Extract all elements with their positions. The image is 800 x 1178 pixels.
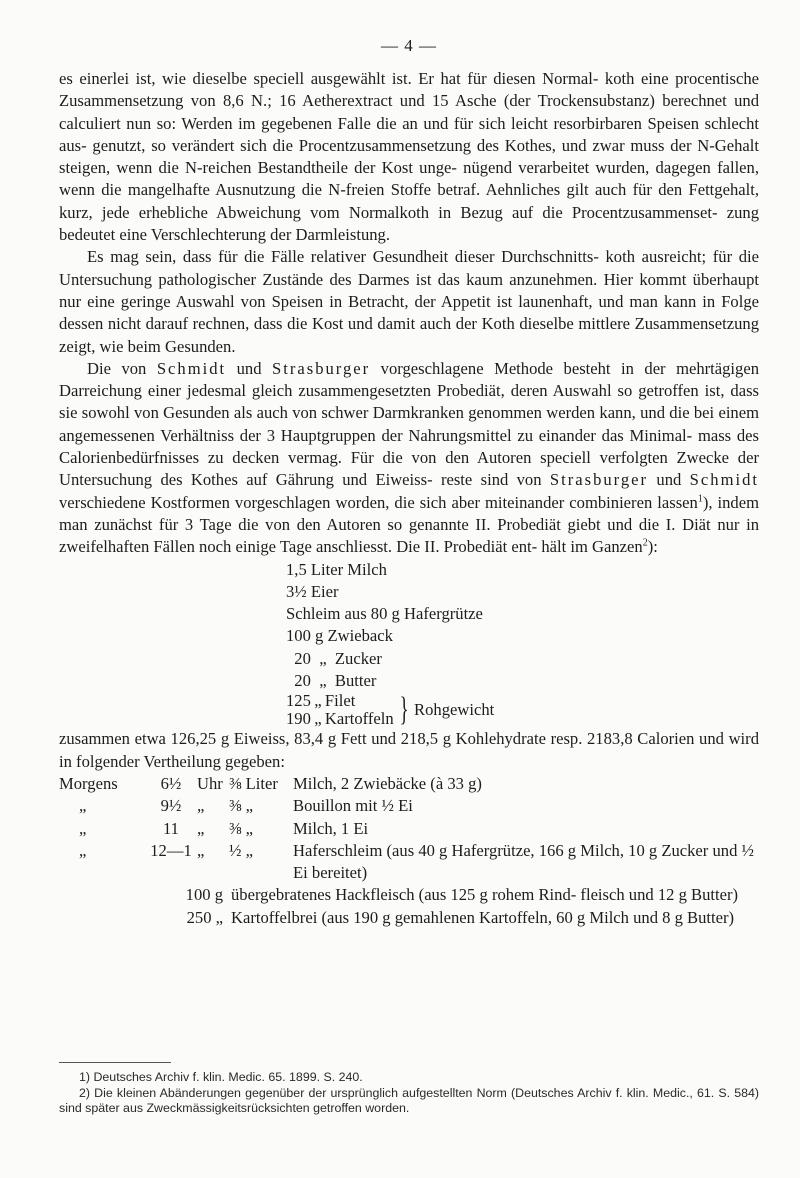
schedule (59, 773, 759, 929)
footnotes (59, 1070, 759, 1117)
paragraph-2: Es mag sein, dass für die Fälle relativer Gesundheit dieser Durchschnitts- koth ausreicht; für die Untersuchung pathologischer Zustände des Darmes ist das kaum anzunehmen. Hier kommt überhaupt nur eine geringe Auswahl von Speisen in Betracht, der Appetit ist launenhaft, und man kann in Folge dessen nicht darauf rechnen, dass die Kost und damit auch der Koth dieselbe mittlere Zusammensetzung zeigt, wie beim Gesunden. (59, 247, 759, 356)
footnote-2: 2) Die kleinen Abänderungen gegenüber der ursprünglich aufgestellten Norm (Deutsches Archiv f. klin. Medic., 61. S. 584) sind später aus Zweckmässigkeitsrücksichten getroffen worden. (59, 1085, 759, 1116)
list-item: 20 „ Butter (294, 671, 377, 691)
author-strasburger-2: Strasburger (549, 470, 649, 490)
author-schmidt: Schmidt (156, 358, 227, 378)
list-item: Schleim aus 80 g Hafergrütze (286, 604, 483, 624)
footnote-divider (59, 1062, 171, 1063)
page-number: — 4 — (381, 36, 437, 55)
author-strasburger: Strasburger (272, 358, 371, 378)
schedule-row: „ 12—1 „ ½ „ Haferschleim (aus 40 g Hafergrütze, 166 g Milch, 10 g Zucker und ½ Ei bereitet) (79, 840, 754, 883)
footnote-ref-2: 2 (642, 537, 648, 549)
paragraph-1: es einerlei ist, wie dieselbe speciell ausgewählt ist. Er hat für diesen Normal- koth eine procentische Zusammensetzung von 8,6 N.; 16 Aetherextract und 15 Asche (der Trockensubstanz) berechnet und calculiert nun so: Werden im gegebenen Falle die an und für sich leicht resorbirbaren Speisen schlecht aus- genutzt, so verändert sich die Procentzusammensetzung des Kothes, und zwar muss der N-Gehalt steigen, wenn die N-reichen Bestandtheile der Kost unge- nügend verarbeitet wurden, dagegen fallen, wenn die mangelhafte Ausnutzung die N-freien Stoffe betraf. Aehnliches gilt auch für den Fettgehalt, kurz, jede erhebliche Abweichung vom Normalkoth in Bezug auf die Procentzusammenset- zung bedeutet eine Verschlechterung der Darmleistung. (59, 69, 759, 245)
list-item: 3½ Eier (286, 581, 339, 601)
list-item: 20 „ Zucker (294, 648, 382, 668)
diet-list (286, 559, 759, 729)
body-text (59, 68, 759, 929)
page (59, 0, 759, 1178)
schedule-row: Morgens 6½ Uhr ⅜ Liter Milch, 2 Zwiebäcke (à 33 g) (59, 773, 482, 793)
brace-icon: } (399, 691, 409, 729)
schedule-row: 100 g übergebratenes Hackfleisch (aus 125 g rohem Rind- fleisch und 12 g Butter) (185, 885, 739, 905)
raw-weight-label: Rohgewicht (414, 700, 495, 720)
schedule-row: 250 „ Kartoffelbrei (aus 190 g gemahlenen Kartoffeln, 60 g Milch und 8 g Butter) (186, 907, 735, 927)
footnote-ref-1: 1 (697, 493, 703, 505)
author-schmidt-2: Schmidt (689, 470, 759, 490)
list-item: 1,5 Liter Milch (286, 559, 387, 579)
summary-text: zusammen etwa 126,25 g Eiweiss, 83,4 g Fett und 218,5 g Kohlehydrate resp. 2183,8 Calorien und wird in folgender Vertheilung gegeben: (59, 729, 759, 771)
schedule-row: „ 9½ „ ⅜ „ Bouillon mit ½ Ei (79, 796, 413, 816)
paragraph-3: Die von Schmidt und Strasburger vorgeschlagene Methode besteht in der mehrtägigen Darreichung einer jedesmal gleich zusammengesetzten Probediät, deren Auswahl so getroffen ist, dass sie sowohl von Gesunden als auch von schwer Darmkranken genommen werden kann, und die bei einem angemessenen Verhältniss der 3 Hauptgruppen der Nahrungsmittel zu einander das Minimal- mass des Calorienbedürfnisses zu decken vermag. Für die von den Autoren speciell verfolgten Zwecke der Untersuchung des Kothes auf Gährung und Eiweiss- reste sind von Strasburger und Schmidt verschiedene Kostformen vorgeschlagen worden, die sich aber miteinander combinieren lassen$^1$), indem man zunächst für 3 Tage die von den Autoren so genannte II. Probediät giebt und die I. Diät nur in zweifelhaften Fällen noch einige Tage anschliesst. Die II. Probediät ent- hält im Ganzen$^2$): (59, 358, 760, 557)
footnote-1: 1) Deutsches Archiv f. klin. Medic. 65. 1899. S. 240. (79, 1070, 363, 1084)
raw-weight-group: 125 „ Filet 190 „ Kartoffeln } Rohgewicht (286, 691, 495, 729)
schedule-row: „ 11 „ ⅜ „ Milch, 1 Ei (79, 818, 369, 838)
list-item: 100 g Zwieback (286, 626, 393, 646)
